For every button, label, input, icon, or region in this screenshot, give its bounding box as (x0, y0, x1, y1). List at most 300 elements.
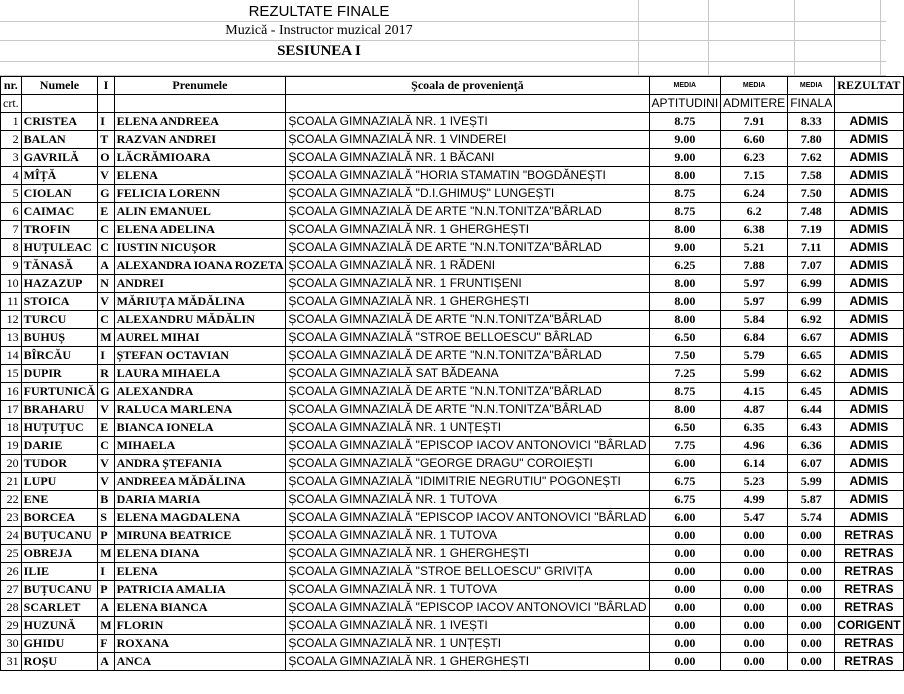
media-aptitudini-cell: 9.00 (649, 149, 721, 167)
school-cell: ȘCOALA GIMNAZIALĂ DE ARTE "N.N.TONITZA"BÂRLAD (286, 239, 649, 257)
table-row (1, 383, 904, 401)
last-name-cell: HUȚULEAC (21, 239, 98, 257)
table-body (1, 113, 904, 671)
media-admitere-cell: 6.14 (721, 455, 788, 473)
school-cell: ȘCOALA GIMNAZIALĂ NR. 1 GHERGHEȘTI (286, 221, 649, 239)
first-name-cell: MIRUNA BEATRICE (114, 527, 286, 545)
row-number-cell: 23 (1, 509, 22, 527)
result-cell: ADMIS (835, 131, 903, 149)
father-initial-cell: N (98, 275, 114, 293)
media-finala-cell: 7.80 (788, 131, 835, 149)
father-initial-cell: C (98, 221, 114, 239)
school-cell: ȘCOALA GIMNAZIALĂ "EPISCOP IACOV ANTONOVICI "BÂRLAD (286, 599, 649, 617)
last-name-cell: CIOLAN (21, 185, 98, 203)
first-name-cell: PATRICIA AMALIA (114, 581, 286, 599)
school-cell: ȘCOALA GIMNAZIALĂ "GEORGE DRAGU" COROIEȘTI (286, 455, 649, 473)
father-initial-cell: V (98, 401, 114, 419)
school-cell: ȘCOALA GIMNAZIALĂ "STROE BELLOESCU" BÂRLAD (286, 329, 649, 347)
first-name-cell: LAURA MIHAELA (114, 365, 286, 383)
media-finala-cell: 5.99 (788, 473, 835, 491)
row-number-cell: 26 (1, 563, 22, 581)
media-aptitudini-cell: 8.00 (649, 311, 721, 329)
table-row (1, 635, 904, 653)
first-name-cell: FELICIA LORENN (114, 185, 286, 203)
last-name-cell: ROȘU (21, 653, 98, 671)
table-row (1, 131, 904, 149)
row-number-cell: 25 (1, 545, 22, 563)
table-row (1, 419, 904, 437)
media-aptitudini-cell: 8.00 (649, 167, 721, 185)
result-cell: ADMIS (835, 329, 903, 347)
table-row (1, 239, 904, 257)
media-admitere-cell: 5.79 (721, 347, 788, 365)
result-cell: ADMIS (835, 383, 903, 401)
father-initial-cell: I (98, 113, 114, 131)
table-row (1, 311, 904, 329)
table-row (1, 293, 904, 311)
result-cell: ADMIS (835, 419, 903, 437)
school-cell: ȘCOALA GIMNAZIALĂ NR. 1 GHERGHEȘTI (286, 293, 649, 311)
result-cell: ADMIS (835, 365, 903, 383)
table-row (1, 329, 904, 347)
media-aptitudini-cell: 8.75 (649, 113, 721, 131)
results-table (0, 76, 904, 671)
last-name-cell: HAZAZUP (21, 275, 98, 293)
table-row (1, 617, 904, 635)
media-admitere-cell: 7.91 (721, 113, 788, 131)
media-aptitudini-cell: 6.00 (649, 455, 721, 473)
result-cell: ADMIS (835, 275, 903, 293)
media-admitere-cell: 5.97 (721, 293, 788, 311)
row-number-cell: 2 (1, 131, 22, 149)
media-finala-cell: 6.07 (788, 455, 835, 473)
first-name-cell: ELENA MAGDALENA (114, 509, 286, 527)
row-number-cell: 3 (1, 149, 22, 167)
media-admitere-cell: 5.99 (721, 365, 788, 383)
media-finala-cell: 6.65 (788, 347, 835, 365)
father-initial-cell: M (98, 329, 114, 347)
media-admitere-cell: 0.00 (721, 617, 788, 635)
result-cell: CORIGENT (835, 617, 903, 635)
media-aptitudini-cell: 8.75 (649, 203, 721, 221)
header-media-finala: MEDIA (788, 77, 835, 95)
result-cell: ADMIS (835, 167, 903, 185)
father-initial-cell: R (98, 365, 114, 383)
table-row (1, 221, 904, 239)
first-name-cell: ȘTEFAN OCTAVIAN (114, 347, 286, 365)
media-finala-cell: 0.00 (788, 617, 835, 635)
header-media-aptitudini: MEDIA (649, 77, 721, 95)
first-name-cell: MIHAELA (114, 437, 286, 455)
media-admitere-cell: 0.00 (721, 653, 788, 671)
father-initial-cell: C (98, 239, 114, 257)
row-number-cell: 30 (1, 635, 22, 653)
father-initial-cell: T (98, 131, 114, 149)
media-aptitudini-cell: 8.00 (649, 401, 721, 419)
school-cell: ȘCOALA GIMNAZIALĂ DE ARTE "N.N.TONITZA"BÂRLAD (286, 203, 649, 221)
media-admitere-cell: 6.84 (721, 329, 788, 347)
last-name-cell: SCARLET (21, 599, 98, 617)
table-row (1, 653, 904, 671)
last-name-cell: LUPU (21, 473, 98, 491)
row-number-cell: 20 (1, 455, 22, 473)
session-title: SESIUNEA I (277, 43, 361, 59)
father-initial-cell: E (98, 203, 114, 221)
grid-line (880, 0, 881, 76)
result-cell: ADMIS (835, 401, 903, 419)
school-cell: ȘCOALA GIMNAZIALĂ NR. 1 UNȚEȘTI (286, 635, 649, 653)
header-result: REZULTAT (835, 77, 903, 95)
header-empty (114, 95, 286, 113)
header-crt: crt. (1, 95, 22, 113)
first-name-cell: ELENA (114, 563, 286, 581)
media-aptitudini-cell: 0.00 (649, 527, 721, 545)
row-number-cell: 27 (1, 581, 22, 599)
media-finala-cell: 5.74 (788, 509, 835, 527)
first-name-cell: ELENA DIANA (114, 545, 286, 563)
header-empty (98, 95, 114, 113)
school-cell: ȘCOALA GIMNAZIALĂ NR. 1 GHERGHEȘTI (286, 653, 649, 671)
row-number-cell: 5 (1, 185, 22, 203)
row-number-cell: 16 (1, 383, 22, 401)
media-admitere-cell: 0.00 (721, 635, 788, 653)
father-initial-cell: C (98, 311, 114, 329)
media-aptitudini-cell: 0.00 (649, 545, 721, 563)
media-aptitudini-cell: 0.00 (649, 563, 721, 581)
table-row (1, 437, 904, 455)
media-admitere-cell: 4.15 (721, 383, 788, 401)
media-admitere-cell: 0.00 (721, 527, 788, 545)
result-cell: ADMIS (835, 149, 903, 167)
table-row (1, 473, 904, 491)
first-name-cell: ALEXANDRA (114, 383, 286, 401)
last-name-cell: GAVRILĂ (21, 149, 98, 167)
father-initial-cell: A (98, 599, 114, 617)
school-cell: ȘCOALA GIMNAZIALĂ NR. 1 BĂCANI (286, 149, 649, 167)
last-name-cell: BUȚUCANU (21, 581, 98, 599)
result-cell: ADMIS (835, 437, 903, 455)
school-cell: ȘCOALA GIMNAZIALĂ NR. 1 TUTOVA (286, 581, 649, 599)
father-initial-cell: B (98, 491, 114, 509)
father-initial-cell: G (98, 383, 114, 401)
media-finala-cell: 6.62 (788, 365, 835, 383)
media-finala-cell: 7.50 (788, 185, 835, 203)
media-aptitudini-cell: 6.50 (649, 419, 721, 437)
media-aptitudini-cell: 0.00 (649, 653, 721, 671)
father-initial-cell: P (98, 581, 114, 599)
last-name-cell: ENE (21, 491, 98, 509)
father-initial-cell: E (98, 419, 114, 437)
result-cell: RETRAS (835, 563, 903, 581)
last-name-cell: CAIMAC (21, 203, 98, 221)
row-number-cell: 15 (1, 365, 22, 383)
table-row (1, 113, 904, 131)
header-row (1, 77, 904, 95)
media-finala-cell: 7.58 (788, 167, 835, 185)
row-number-cell: 10 (1, 275, 22, 293)
row-number-cell: 14 (1, 347, 22, 365)
media-aptitudini-cell: 8.00 (649, 275, 721, 293)
father-initial-cell: A (98, 257, 114, 275)
media-finala-cell: 6.92 (788, 311, 835, 329)
row-number-cell: 18 (1, 419, 22, 437)
school-cell: ȘCOALA GIMNAZIALĂ NR. 1 VINDEREI (286, 131, 649, 149)
media-finala-cell: 6.45 (788, 383, 835, 401)
media-admitere-cell: 5.97 (721, 275, 788, 293)
father-initial-cell: I (98, 563, 114, 581)
media-aptitudini-cell: 7.75 (649, 437, 721, 455)
result-cell: ADMIS (835, 239, 903, 257)
media-admitere-cell: 0.00 (721, 581, 788, 599)
father-initial-cell: A (98, 653, 114, 671)
first-name-cell: ALEXANDRU MĂDĂLIN (114, 311, 286, 329)
last-name-cell: HUȚUȚUC (21, 419, 98, 437)
school-cell: ȘCOALA GIMNAZIALĂ NR. 1 GHERGHEȘTI (286, 545, 649, 563)
school-cell: ȘCOALA GIMNAZIALĂ NR. 1 IVEȘTI (286, 113, 649, 131)
media-finala-cell: 6.36 (788, 437, 835, 455)
media-admitere-cell: 6.60 (721, 131, 788, 149)
result-cell: ADMIS (835, 185, 903, 203)
media-aptitudini-cell: 6.75 (649, 491, 721, 509)
table-row (1, 149, 904, 167)
result-cell: ADMIS (835, 455, 903, 473)
media-aptitudini-cell: 6.00 (649, 509, 721, 527)
first-name-cell: MĂRIUȚA MĂDĂLINA (114, 293, 286, 311)
media-admitere-cell: 6.38 (721, 221, 788, 239)
media-finala-cell: 0.00 (788, 581, 835, 599)
last-name-cell: HUZUNĂ (21, 617, 98, 635)
last-name-cell: BÎRCĂU (21, 347, 98, 365)
media-aptitudini-cell: 7.25 (649, 365, 721, 383)
last-name-cell: FURTUNICĂ (21, 383, 98, 401)
row-number-cell: 12 (1, 311, 22, 329)
media-admitere-cell: 7.15 (721, 167, 788, 185)
media-aptitudini-cell: 9.00 (649, 131, 721, 149)
media-aptitudini-cell: 7.50 (649, 347, 721, 365)
result-cell: ADMIS (835, 311, 903, 329)
media-finala-cell: 7.11 (788, 239, 835, 257)
father-initial-cell: P (98, 527, 114, 545)
table-row (1, 347, 904, 365)
row-number-cell: 19 (1, 437, 22, 455)
first-name-cell: ROXANA (114, 635, 286, 653)
table-row (1, 545, 904, 563)
result-cell: RETRAS (835, 581, 903, 599)
school-cell: ȘCOALA GIMNAZIALĂ SAT BĂDEANA (286, 365, 649, 383)
table-row (1, 509, 904, 527)
media-admitere-cell: 6.23 (721, 149, 788, 167)
row-number-cell: 24 (1, 527, 22, 545)
last-name-cell: BRAHARU (21, 401, 98, 419)
school-cell: ȘCOALA GIMNAZIALĂ DE ARTE "N.N.TONITZA"BÂRLAD (286, 401, 649, 419)
row-number-cell: 29 (1, 617, 22, 635)
grid-line (794, 0, 795, 76)
media-aptitudini-cell: 8.75 (649, 185, 721, 203)
school-cell: ȘCOALA GIMNAZIALĂ NR. 1 FRUNTIȘENI (286, 275, 649, 293)
media-aptitudini-cell: 0.00 (649, 617, 721, 635)
header-admitere: ADMITERE (721, 95, 788, 113)
result-cell: RETRAS (835, 545, 903, 563)
first-name-cell: DARIA MARIA (114, 491, 286, 509)
table-row (1, 257, 904, 275)
first-name-cell: ANDREI (114, 275, 286, 293)
result-cell: ADMIS (835, 491, 903, 509)
table-row (1, 599, 904, 617)
last-name-cell: TROFIN (21, 221, 98, 239)
father-initial-cell: M (98, 545, 114, 563)
table-row (1, 563, 904, 581)
last-name-cell: TĂNASĂ (21, 257, 98, 275)
row-number-cell: 17 (1, 401, 22, 419)
media-finala-cell: 8.33 (788, 113, 835, 131)
header-school: Şcoala de provenienţă (286, 77, 649, 95)
school-cell: ȘCOALA GIMNAZIALĂ "D.I.GHIMUȘ" LUNGEȘTI (286, 185, 649, 203)
result-cell: ADMIS (835, 257, 903, 275)
first-name-cell: ANDREEA MĂDĂLINA (114, 473, 286, 491)
first-name-cell: RALUCA MARLENA (114, 401, 286, 419)
media-finala-cell: 5.87 (788, 491, 835, 509)
result-cell: RETRAS (835, 599, 903, 617)
first-name-cell: ANDRA ȘTEFANIA (114, 455, 286, 473)
last-name-cell: STOICA (21, 293, 98, 311)
school-cell: ȘCOALA GIMNAZIALĂ NR. 1 RĂDENI (286, 257, 649, 275)
school-cell: ȘCOALA GIMNAZIALĂ "STROE BELLOESCU" GRIVIȚA (286, 563, 649, 581)
father-initial-cell: V (98, 167, 114, 185)
media-finala-cell: 0.00 (788, 563, 835, 581)
school-cell: ȘCOALA GIMNAZIALĂ "EPISCOP IACOV ANTONOVICI "BÂRLAD (286, 509, 649, 527)
header-initial: I (98, 77, 114, 95)
result-cell: ADMIS (835, 221, 903, 239)
row-number-cell: 11 (1, 293, 22, 311)
first-name-cell: ELENA ADELINA (114, 221, 286, 239)
first-name-cell: LĂCRĂMIOARA (114, 149, 286, 167)
media-aptitudini-cell: 8.00 (649, 221, 721, 239)
result-cell: RETRAS (835, 635, 903, 653)
media-finala-cell: 0.00 (788, 545, 835, 563)
media-admitere-cell: 6.24 (721, 185, 788, 203)
table-row (1, 185, 904, 203)
father-initial-cell: O (98, 149, 114, 167)
table-row (1, 455, 904, 473)
media-admitere-cell: 0.00 (721, 563, 788, 581)
last-name-cell: DUPIR (21, 365, 98, 383)
header-nr: nr. (1, 77, 22, 95)
first-name-cell: ALIN EMANUEL (114, 203, 286, 221)
row-number-cell: 22 (1, 491, 22, 509)
row-number-cell: 7 (1, 221, 22, 239)
school-cell: ȘCOALA GIMNAZIALĂ "HORIA STAMATIN "BOGDĂNEȘTI (286, 167, 649, 185)
table-row (1, 275, 904, 293)
media-finala-cell: 7.19 (788, 221, 835, 239)
media-aptitudini-cell: 6.75 (649, 473, 721, 491)
subtitle-row (0, 21, 886, 41)
media-finala-cell: 6.99 (788, 293, 835, 311)
media-aptitudini-cell: 8.00 (649, 293, 721, 311)
last-name-cell: TUDOR (21, 455, 98, 473)
last-name-cell: DARIE (21, 437, 98, 455)
result-cell: RETRAS (835, 527, 903, 545)
table-row (1, 581, 904, 599)
grid-line (708, 0, 709, 76)
table-row (1, 365, 904, 383)
media-admitere-cell: 6.2 (721, 203, 788, 221)
media-aptitudini-cell: 6.50 (649, 329, 721, 347)
media-admitere-cell: 6.35 (721, 419, 788, 437)
header-row-2 (1, 95, 904, 113)
media-finala-cell: 7.62 (788, 149, 835, 167)
header-empty (286, 95, 649, 113)
media-admitere-cell: 5.23 (721, 473, 788, 491)
father-initial-cell: C (98, 437, 114, 455)
school-cell: ȘCOALA GIMNAZIALĂ NR. 1 IVEȘTI (286, 617, 649, 635)
first-name-cell: BIANCA IONELA (114, 419, 286, 437)
first-name-cell: AUREL MIHAI (114, 329, 286, 347)
first-name-cell: ELENA ANDREEA (114, 113, 286, 131)
result-cell: ADMIS (835, 203, 903, 221)
school-cell: ȘCOALA GIMNAZIALĂ NR. 1 UNȚEȘTI (286, 419, 649, 437)
first-name-cell: ALEXANDRA IOANA ROZETA (114, 257, 286, 275)
result-cell: ADMIS (835, 509, 903, 527)
media-aptitudini-cell: 0.00 (649, 599, 721, 617)
first-name-cell: ELENA (114, 167, 286, 185)
media-admitere-cell: 5.21 (721, 239, 788, 257)
media-finala-cell: 6.99 (788, 275, 835, 293)
header-first-name: Prenumele (114, 77, 286, 95)
media-aptitudini-cell: 8.75 (649, 383, 721, 401)
first-name-cell: RAZVAN ANDREI (114, 131, 286, 149)
row-number-cell: 28 (1, 599, 22, 617)
session-row (0, 40, 886, 62)
father-initial-cell: I (98, 347, 114, 365)
table-row (1, 491, 904, 509)
result-cell: ADMIS (835, 113, 903, 131)
header-name: Numele (21, 77, 98, 95)
media-finala-cell: 6.44 (788, 401, 835, 419)
media-admitere-cell: 4.87 (721, 401, 788, 419)
last-name-cell: ILIE (21, 563, 98, 581)
last-name-cell: GHIDU (21, 635, 98, 653)
media-admitere-cell: 4.96 (721, 437, 788, 455)
table-row (1, 401, 904, 419)
row-number-cell: 31 (1, 653, 22, 671)
media-finala-cell: 7.48 (788, 203, 835, 221)
father-initial-cell: G (98, 185, 114, 203)
last-name-cell: TURCU (21, 311, 98, 329)
father-initial-cell: V (98, 293, 114, 311)
page-title: REZULTATE FINALE (248, 3, 390, 20)
result-cell: ADMIS (835, 473, 903, 491)
row-number-cell: 21 (1, 473, 22, 491)
school-cell: ȘCOALA GIMNAZIALĂ DE ARTE "N.N.TONITZA"BÂRLAD (286, 383, 649, 401)
father-initial-cell: V (98, 455, 114, 473)
last-name-cell: BUHUȘ (21, 329, 98, 347)
table-row (1, 203, 904, 221)
media-admitere-cell: 5.84 (721, 311, 788, 329)
media-finala-cell: 0.00 (788, 599, 835, 617)
last-name-cell: MÎȚĂ (21, 167, 98, 185)
father-initial-cell: S (98, 509, 114, 527)
last-name-cell: CRISTEA (21, 113, 98, 131)
first-name-cell: ANCA (114, 653, 286, 671)
father-initial-cell: V (98, 473, 114, 491)
media-admitere-cell: 0.00 (721, 599, 788, 617)
header-aptitudini: APTITUDINI (649, 95, 721, 113)
result-cell: RETRAS (835, 653, 903, 671)
school-cell: ȘCOALA GIMNAZIALĂ "EPISCOP IACOV ANTONOVICI "BÂRLAD (286, 437, 649, 455)
school-cell: ȘCOALA GIMNAZIALĂ DE ARTE "N.N.TONITZA"BÂRLAD (286, 311, 649, 329)
header-finala: FINALA (788, 95, 835, 113)
school-cell: ȘCOALA GIMNAZIALĂ NR. 1 TUTOVA (286, 491, 649, 509)
